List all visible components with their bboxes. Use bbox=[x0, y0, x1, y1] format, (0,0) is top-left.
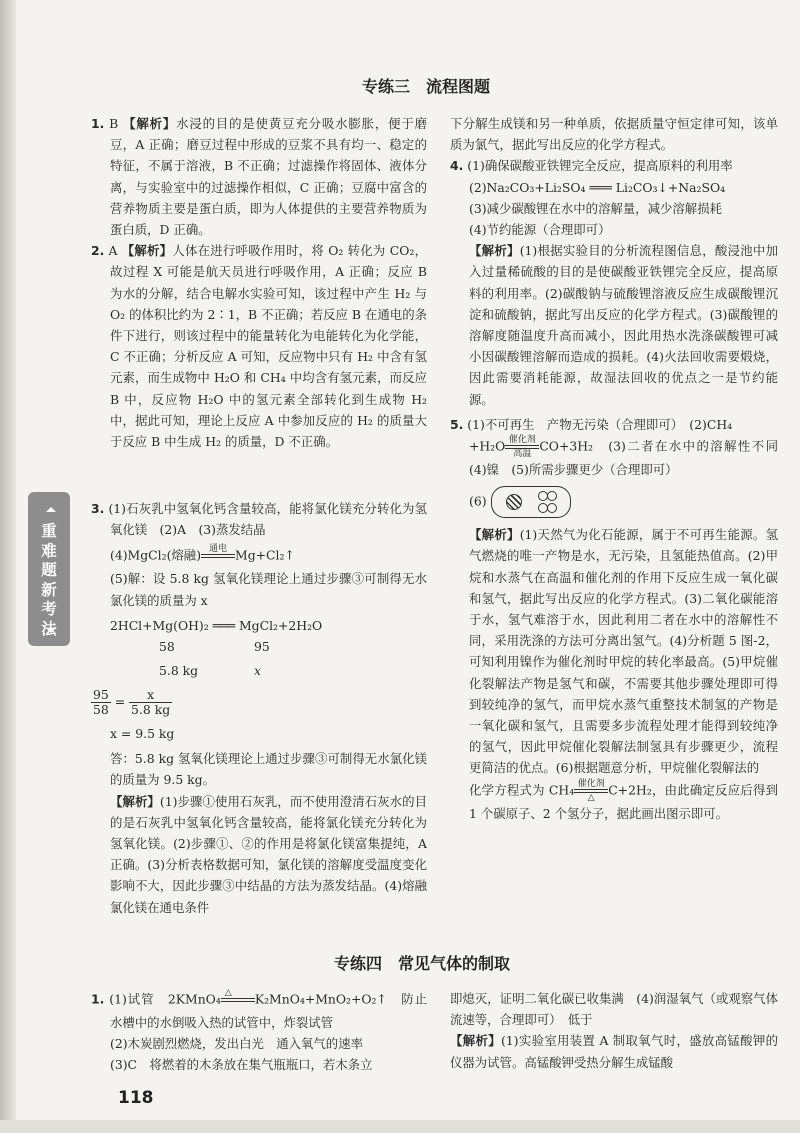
q3-continuation: 下分解生成镁和另一种单质，依据质量守恒定律可知，该单质为氯气，据此写出反应的化学方程式。 bbox=[450, 116, 778, 153]
hydrogen-atom-icon bbox=[547, 491, 557, 501]
right-column bbox=[450, 113, 791, 824]
s4-q1-line-2: (2)木炭剧烈燃烧，发出白光 通入氧气的速率 bbox=[110, 1036, 363, 1052]
q4-line-2: (2)Na₂CO₃+Li₂SO₄ ═══ Li₂CO₃↓+Na₂SO₄ bbox=[469, 179, 726, 195]
s4-question-1: 1. (1)试管 2KMnO₄ △ K₂MnO₄+MnO₂+O₂↑ 防止水槽中的水倒吸入热的试管中，炸裂试管 bbox=[91, 988, 427, 1030]
particle-diagram bbox=[491, 486, 571, 518]
question-1: 1. B 【解析】水浸的目的是使黄豆充分吸水膨胀，便于磨豆，A 正确；磨豆过程中形成的豆浆不具有均一、稳定的特征，不属于溶液，B 不正确；过滤操作将固体、液体分离，与实验室中的过滤操作相似，C 正确；豆腐中富含的营养物质主要是蛋白质，即为人体提供的主要营养物质为蛋白质，D 正确。 bbox=[91, 116, 428, 238]
q3-equation: 2HCl+Mg(OH)₂ ═══ MgCl₂+2H₂O bbox=[110, 617, 323, 633]
section-title-4: 专练四 常见气体的制取 bbox=[334, 954, 511, 973]
q5-line-2: +H₂O 催化剂 高温 CO+3H₂ (3)二者在水中的溶解性不同 (4)镍 (5)所需步骤更少（合理即可） bbox=[469, 435, 791, 478]
question-2: 2. A 【解析】人体在进行呼吸作用时，将 O₂ 转化为 CO₂，故过程 X 可能是航天员进行呼吸作用，A 正确；反应 B 为水的分解，结合电解水实验可知，该过程中产生 H₂ 与 O₂ 的体积比约为 2∶1，B 不正确；若反应 B 在通电的条件下进行，则该过程中的能量转化为电能转化为化学能，C 不正确；分析反应 A 可知，反应物中只有 H₂ 中含有氢元素，而生成物中 H₂O 和 CH₄ 中均含有氢元素，而反应 B 中，反应物 H₂O 中的氢元素全部转化到生成物 H₂ 中，据此可知，理论上反应 A 中参加反应的 H₂ 的质量大于反应 B 中生成 H₂ 的质量，D 不正确。 bbox=[91, 243, 427, 450]
reaction-arrow: 催化剂 △ bbox=[574, 779, 608, 803]
reaction-arrow: 通电 bbox=[201, 544, 235, 568]
question-3: 3. (1)石灰乳中氢氧化钙含量较高，能将氯化镁充分转化为氢氧化镁 (2)A (3)蒸发结晶 bbox=[91, 501, 427, 538]
q3-result: x = 9.5 kg bbox=[110, 726, 175, 742]
s4-q1-continuation: 即熄灭，证明二氧化碳已收集满 (4)润湿氧气（或观察气体流速等，合理即可） 低于 bbox=[450, 991, 778, 1028]
q3-equation-4: (4)MgCl₂(熔融) 通电 Mg+Cl₂↑ bbox=[91, 544, 427, 568]
side-tab: 重难题新考法 bbox=[28, 492, 70, 646]
question-4: 4. (1)确保碳酸亚铁锂完全反应，提高原料的利用率 bbox=[450, 158, 733, 174]
q3-value-row: 5.8 kg x bbox=[159, 663, 261, 679]
page-binding-shadow bbox=[0, 0, 16, 1133]
q3-mass-row: 58 95 bbox=[159, 639, 270, 655]
q4-analysis: 【解析】(1)根据实验目的分析流程图信息，酸浸池中加入过量稀硫酸的目的是使碳酸亚铁锂完全反应，提高原料的利用率。(2)碳酸钠与硫酸锂溶液反应生成碳酸锂沉淀和硫酸钠，据此写出反应的化学方程式。(3)碳酸锂的溶解度随温度升高而减小，因此用热水洗涤碳酸锂可减小因碳酸锂溶解而造成的损耗。(4)火法回收需要煅烧，因此需要消耗能源，故湿法回收的优点之一是节约能源。 bbox=[469, 243, 778, 407]
section4-right bbox=[450, 988, 778, 1073]
page-bottom-edge bbox=[0, 1120, 800, 1133]
q5-analysis-tail: 化学方程式为 CH₄ 催化剂 △ C+2H₂，由此确定反应后得到 1 个碳原子、2 个氢分子，据此画出图示即可。 bbox=[469, 778, 778, 821]
left-column-q3 bbox=[91, 498, 427, 918]
q3-answer: 答：5.8 kg 氢氧化镁理论上通过步骤③可制得无水氯化镁的质量为 9.5 kg。 bbox=[110, 751, 427, 788]
question-5: 5. (1)不可再生 产物无污染（合理即可） (2)CH₄ bbox=[450, 416, 733, 432]
reaction-arrow: 催化剂 高温 bbox=[505, 435, 539, 459]
q4-line-3: (3)减少碳酸锂在水中的溶解量，减少溶解损耗 bbox=[469, 200, 722, 216]
q5-analysis: 【解析】(1)天然气为化石能源，属于不可再生能源。氢气燃烧的唯一产物是水，无污染，且氢能热值高。(2)甲烷和水蒸气在高温和催化剂的作用下反应生成一氧化碳和氢气，据此写出反应的化学方程式。(3)二氧化碳能溶于水，氢气难溶于水，因此利用二者在水中的溶解性不同，采用洗涤的方法可分离出氢气。(4)分析题 5 图-2，可知利用镍作为催化剂时甲烷的转化率最高。(5)甲烷催化裂解法产物是氢气和碳，不需要其他步骤处理即可得到较纯净的氢气，而甲烷水蒸气重整技术制氢的产物是一氧化碳和氢气，且需要多步流程处理才能得到较纯净的氢气，因此甲烷催化裂解法制氢具有步骤更少，流程更简洁的优点。(6)根据题意分析，甲烷催化裂解法的 bbox=[469, 527, 778, 776]
q3-analysis: 【解析】(1)步骤①使用石灰乳，而不使用澄清石灰水的目的是石灰乳中氢氧化钙含量较高，能将氯化镁充分转化为氢氧化镁。(2)步骤①、②的作用是将氯化镁富集提纯，A 正确。(3)分析表格数据可知，氯化镁的溶解度受温度变化影响不大，因此步骤③中结晶的方法为蒸发结晶。(4)熔融氯化镁在通电条件 bbox=[110, 793, 427, 915]
carbon-atom-icon bbox=[506, 494, 522, 510]
s4-q1-analysis: 【解析】(1)实验室用装置 A 制取氧气时，盛放高锰酸钾的仪器为试管。高锰酸钾受热分解生成锰酸 bbox=[450, 1033, 778, 1070]
page-number: 118 bbox=[118, 1088, 154, 1108]
hydrogen-atom-icon bbox=[547, 503, 557, 513]
q5-line-6: (6) bbox=[450, 486, 778, 518]
q3-ratio: $\frac{95}{58}$ = $\frac{x}{5.8 kg}$ bbox=[93, 687, 171, 718]
q4-line-4: (4)节约能源（合理即可） bbox=[469, 222, 611, 238]
s4-q1-line-3: (3)C 将燃着的木条放在集气瓶瓶口，若木条立 bbox=[110, 1057, 373, 1073]
section-title-3: 专练三 流程图题 bbox=[362, 77, 491, 96]
q3-solution-intro: (5)解：设 5.8 kg 氢氧化镁理论上通过步骤③可制得无水氯化镁的质量为 x bbox=[110, 571, 427, 608]
section4-left bbox=[91, 988, 427, 1076]
left-column bbox=[91, 113, 427, 452]
reaction-arrow: △ bbox=[221, 988, 255, 1012]
